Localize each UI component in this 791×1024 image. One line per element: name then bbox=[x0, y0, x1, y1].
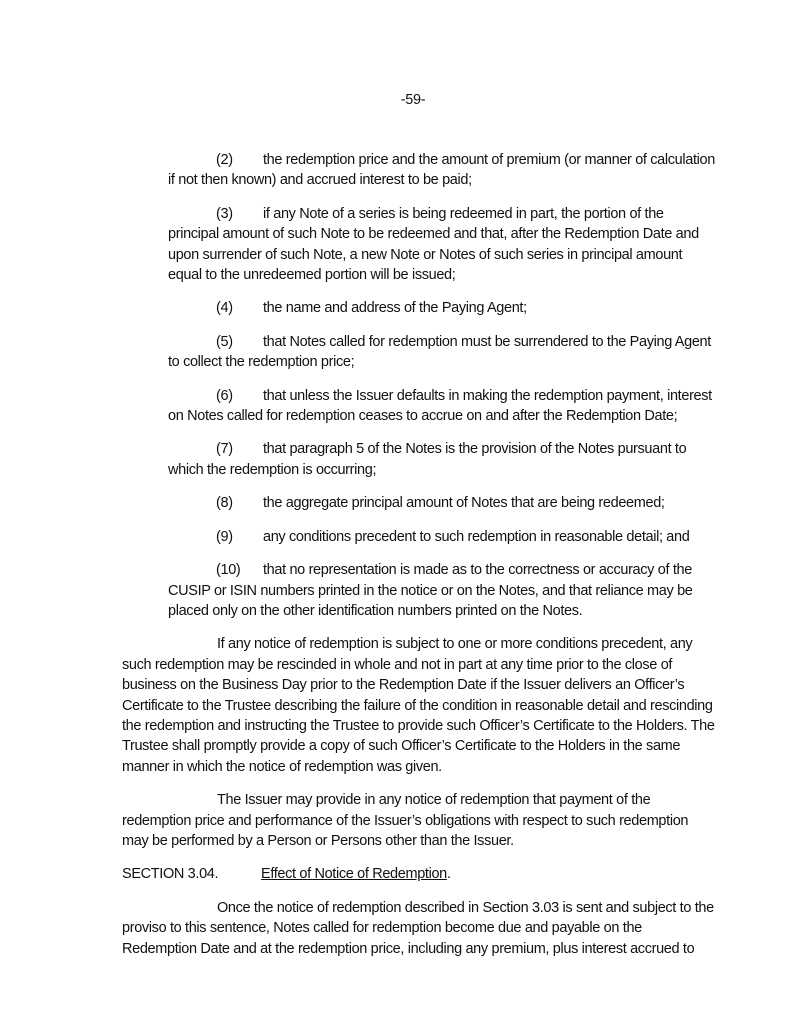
list-item bbox=[168, 439, 717, 480]
list-item bbox=[168, 386, 717, 427]
item-number: (2) bbox=[216, 152, 233, 168]
item-number: (9) bbox=[216, 528, 233, 545]
section-title-wrapper bbox=[261, 864, 451, 884]
item-number: (5) bbox=[216, 333, 233, 350]
section-title-punct: . bbox=[446, 866, 451, 883]
item-number: (4) bbox=[216, 300, 233, 317]
third-party-payment-paragraph: The Issuer may provide in any notice of redemption that payment of the redemption price and performance of the Issuer’s obligations with respect to such redemption may be performed by a Person or Persons other than the Issuer. bbox=[122, 792, 689, 849]
section-number: SECTION 3.04. bbox=[122, 866, 219, 883]
rescission-paragraph: If any notice of redemption is subject to one or more conditions precedent, any such redemption may be rescinded in whole and not in part at any time prior to the close of business on the Business Day prior to the Redemption Date if the Issuer delivers an Officer’s Certificate to the Trustee describing the failure of the condition in reasonable detail and rescinding the redemption and instructing the Trustee to provide such Officer’s Certificate to the Holders. The Trustee shall promptly provide a copy of such Officer’s Certificate to the Holders in the same manner in which the notice of redemption was given. bbox=[122, 636, 715, 775]
page-body bbox=[122, 150, 717, 972]
list-item bbox=[168, 332, 717, 373]
item-text: that Notes called for redemption must be surrendered to the Paying Agent to collect the redemption price; bbox=[168, 333, 711, 371]
item-text: that paragraph 5 of the Notes is the provision of the Notes pursuant to which the redemption is occurring; bbox=[168, 441, 687, 478]
item-text: the aggregate principal amount of Notes that are being redeemed; bbox=[263, 495, 665, 512]
item-number: (8) bbox=[216, 495, 233, 512]
effect-of-notice-paragraph: Once the notice of redemption described in Section 3.03 is sent and subject to the proviso to this sentence, Notes called for redemption become due and payable on the Redemption Date and at the redemption price, including any premium, plus interest accrued to bbox=[122, 899, 714, 957]
list-item bbox=[168, 527, 717, 547]
list-item bbox=[168, 560, 717, 621]
list-item bbox=[168, 298, 717, 318]
item-text: the name and address of the Paying Agent; bbox=[263, 300, 527, 317]
item-text: that unless the Issuer defaults in making the redemption payment, interest on Notes called for redemption ceases to accrue on and after the Redemption Date; bbox=[168, 387, 712, 425]
section-heading bbox=[122, 864, 717, 884]
item-number: (7) bbox=[216, 441, 233, 458]
list-item bbox=[168, 204, 717, 286]
list-item bbox=[168, 150, 717, 191]
item-number: (3) bbox=[216, 205, 233, 222]
item-text: any conditions precedent to such redemption in reasonable detail; and bbox=[263, 528, 690, 545]
item-text: if any Note of a series is being redeemed in part, the portion of the principal amount of such Note to be redeemed and that, after the Redemption Date and upon surrender of such Note, a new Note or Notes of such series in principal amount equal to the unredeemed portion will be issued; bbox=[168, 205, 699, 284]
item-text: that no representation is made as to the correctness or accuracy of the CUSIP or ISIN numbers printed in the notice or on the Notes, and that reliance may be placed only on the other identification numbers printed on the Notes. bbox=[168, 562, 693, 619]
item-number: (6) bbox=[216, 387, 233, 404]
item-number: (10) bbox=[216, 562, 241, 579]
list-item bbox=[168, 493, 717, 513]
section-title: Effect of Notice of Redemption bbox=[261, 866, 447, 883]
page-number: -59- bbox=[400, 92, 426, 108]
item-text: the redemption price and the amount of premium (or manner of calculation if not then known) and accrued interest to be paid; bbox=[168, 152, 715, 189]
